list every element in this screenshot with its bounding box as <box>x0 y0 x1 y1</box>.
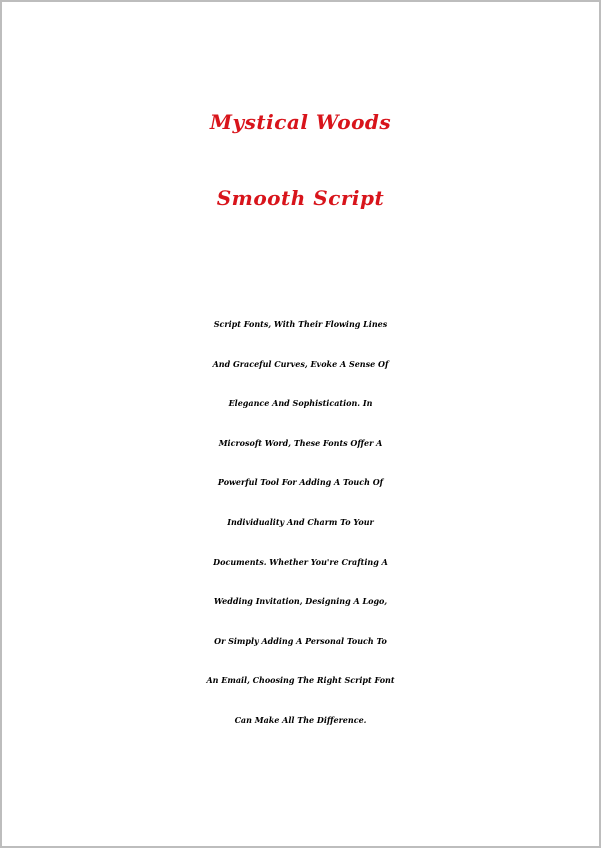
body-line: An Email, Choosing The Right Script Font <box>206 675 395 686</box>
body-line: Can Make All The Difference. <box>234 714 367 725</box>
body-paragraph <box>2 305 599 741</box>
page-title <box>2 84 599 236</box>
body-line: Or Simply Adding A Personal Touch To <box>214 635 387 646</box>
body-line: Powerful Tool For Adding A Touch Of <box>217 477 384 488</box>
body-line: Wedding Invitation, Designing A Logo, <box>213 596 388 607</box>
body-line: Script Fonts, With Their Flowing Lines <box>213 319 388 329</box>
title-line-2: Smooth Script <box>216 186 385 210</box>
body-line: And Graceful Curves, Evoke A Sense Of <box>212 358 389 369</box>
body-line: Individuality And Charm To Your <box>227 516 374 527</box>
title-line-1: Mystical Woods <box>209 110 392 134</box>
body-line: Microsoft Word, These Fonts Offer A <box>218 437 383 448</box>
body-line: Documents. Whether You're Crafting A <box>213 556 388 567</box>
body-line: Elegance And Sophistication. In <box>228 398 373 409</box>
